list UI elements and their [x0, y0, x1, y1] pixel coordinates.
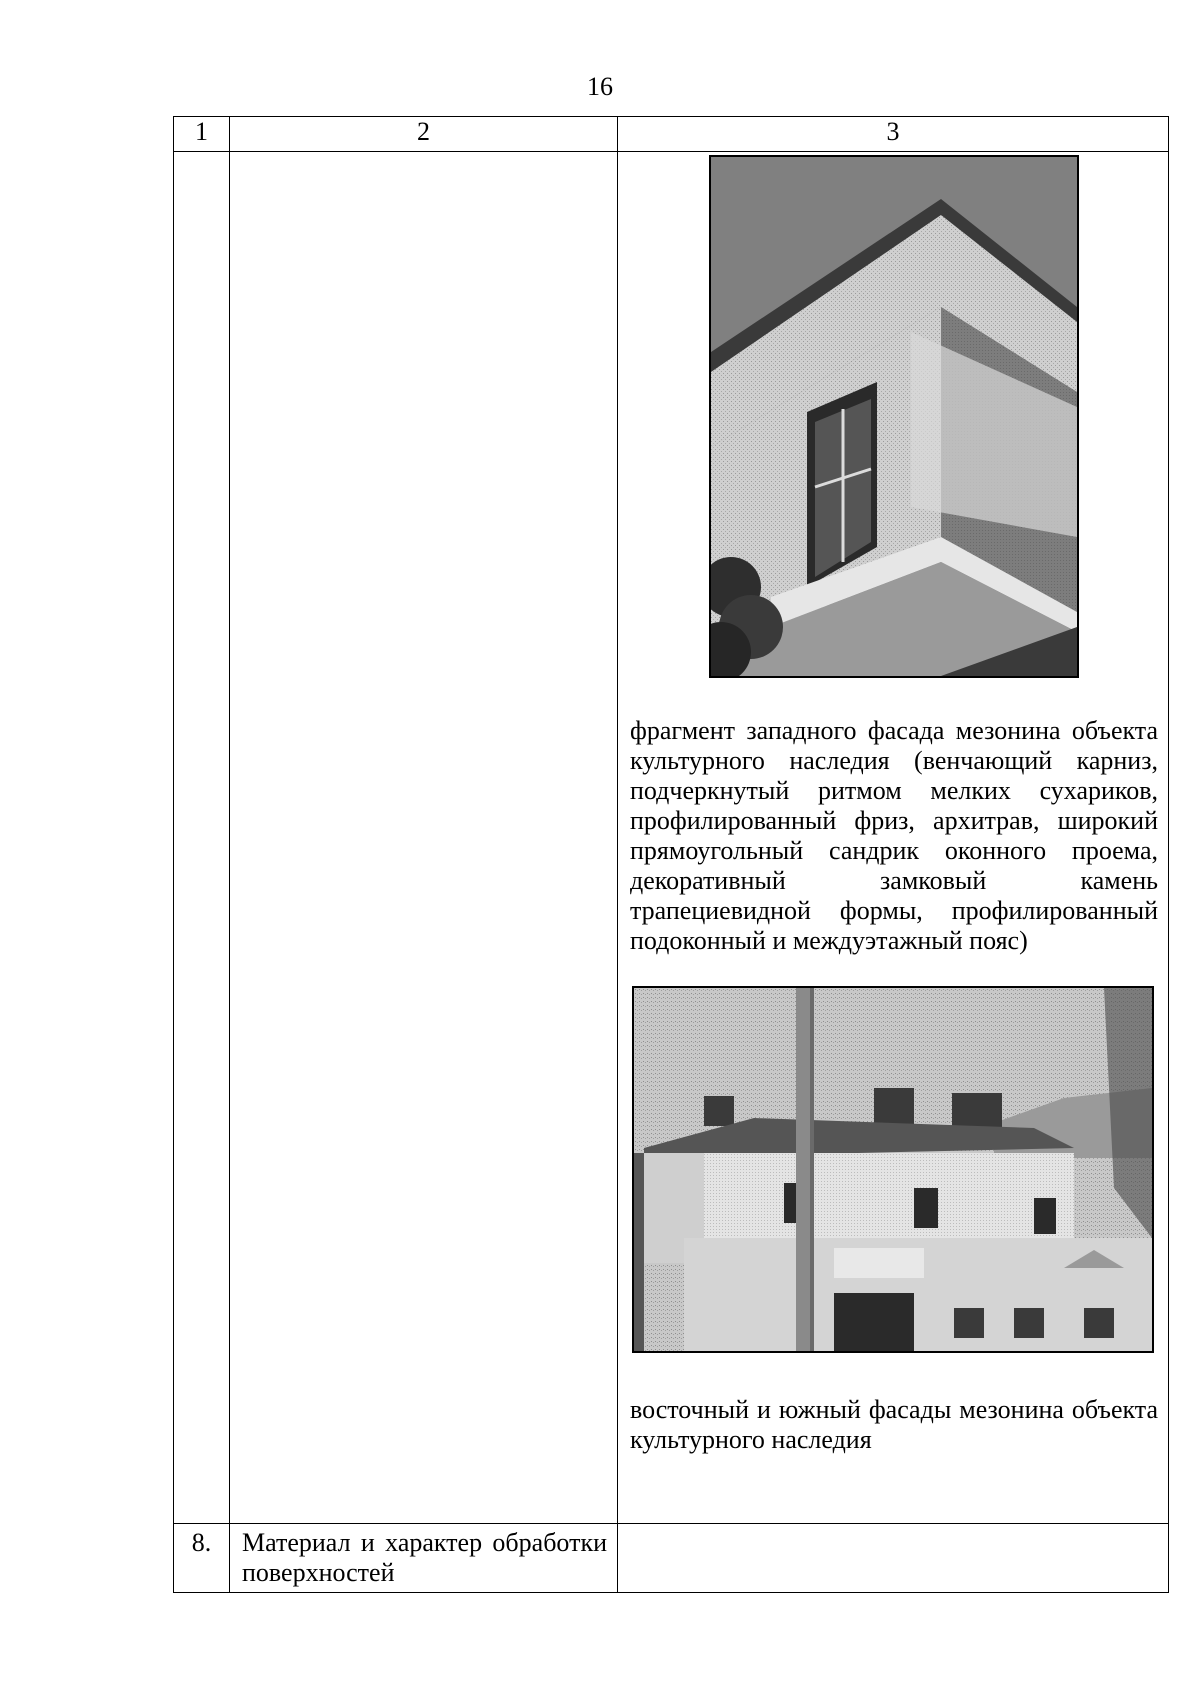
table-row — [174, 1524, 1169, 1593]
photo-mezzanine-west-facade-fragment — [709, 155, 1079, 678]
column-header-2: 2 — [230, 117, 618, 152]
table-row — [174, 152, 1169, 1524]
photo-mezzanine-east-south-facades — [632, 986, 1154, 1353]
row-name-cell: Материал и характер обработки поверхностей — [230, 1524, 618, 1593]
row-value-cell — [618, 1524, 1169, 1593]
table-header-row — [174, 117, 1169, 152]
photo-caption: фрагмент западного фасада мезонина объекта культурного наследия (венчающий карниз, подчеркнутый ритмом мелких сухариков, профилированный фриз, архитрав, широкий прямоугольный сандрик оконного проема, декоративный замковый камень трапециевидной формы, профилированный подоконный и междуэтажный пояс) — [630, 716, 1158, 955]
photo-caption: восточный и южный фасады мезонина объекта культурного наследия — [630, 1395, 1158, 1454]
column-header-3: 3 — [618, 117, 1169, 152]
row-name-cell — [230, 152, 618, 1524]
row-number-cell: 8. — [174, 1524, 230, 1593]
heritage-description-table — [173, 116, 1169, 1593]
page-number: 16 — [587, 72, 613, 101]
row-images-cell — [618, 152, 1169, 1524]
row-number-cell — [174, 152, 230, 1524]
column-header-1: 1 — [174, 117, 230, 152]
